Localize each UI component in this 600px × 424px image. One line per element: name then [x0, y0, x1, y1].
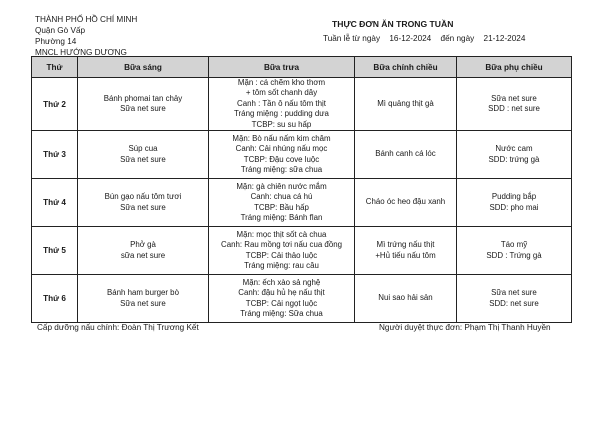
day-cell: Thứ 2 — [32, 78, 78, 131]
menu-item: Táo mỹ — [500, 240, 528, 250]
table-row — [32, 131, 572, 179]
menu-item: TCBP: Bầu hấp — [254, 202, 309, 212]
menu-item: Mặn : cá chẽm kho thơm — [237, 78, 326, 87]
city-name: THÀNH PHỐ HỒ CHÍ MINH — [35, 15, 138, 24]
menu-item: Canh: Cải nhúng nấu mọc — [235, 144, 328, 154]
menu-item: Sữa net sure — [120, 104, 166, 114]
afternoon-snack-cell — [457, 131, 572, 179]
menu-item: Canh: đậu hủ hẹ nấu thịt — [238, 288, 325, 298]
column-header-lunch: Bữa trưa — [209, 57, 355, 78]
column-header-afternoon-main: Bữa chính chiều — [355, 57, 457, 78]
afternoon-main-cell — [355, 227, 457, 275]
afternoon-snack-cell — [457, 179, 572, 227]
day-cell: Thứ 4 — [32, 179, 78, 227]
menu-item: TCBP: su su hấp — [251, 119, 312, 129]
week-range — [323, 34, 532, 43]
menu-item: Tráng miệng: Sữa chua — [240, 308, 323, 318]
school-name: MNCL HƯỚNG DƯƠNG — [35, 48, 127, 57]
menu-item: Bánh canh cá lóc — [375, 149, 436, 159]
menu-item: Tráng miệng: Bánh flan — [240, 212, 323, 222]
menu-item: TCBP: Đậu cove luộc — [243, 154, 320, 164]
menu-item: Mặn: mọc thịt sốt cà chua — [236, 229, 327, 239]
week-label: Tuần lễ từ ngày — [323, 34, 381, 43]
menu-item: SDD : Trứng gà — [486, 250, 542, 260]
menu-item: sữa net sure — [120, 250, 166, 260]
afternoon-snack-cell — [457, 275, 572, 323]
table-header-row — [32, 57, 572, 78]
breakfast-cell — [78, 179, 209, 227]
menu-item: Mì trứng nấu thịt — [376, 240, 435, 250]
date-to: 21-12-2024 — [483, 34, 526, 43]
lunch-cell — [209, 227, 355, 275]
table-row — [32, 179, 572, 227]
menu-item: Bún gạo nấu tôm tươi — [104, 192, 182, 202]
afternoon-main-cell — [355, 179, 457, 227]
approver-signature: Người duyệt thực đơn: Phạm Thị Thanh Huyền — [379, 323, 551, 332]
menu-item: Sữa net sure — [120, 298, 166, 308]
menu-item: Canh : Tần ô nấu tôm thịt — [237, 98, 326, 108]
menu-table-body — [32, 78, 572, 323]
table-row — [32, 227, 572, 275]
menu-item: + tôm sốt chanh dây — [245, 88, 318, 98]
lunch-cell — [209, 78, 355, 131]
menu-item: TCBP: Cải thảo luộc — [245, 250, 318, 260]
table-row — [32, 275, 572, 323]
menu-item: Mặn: gà chiên nước mắm — [236, 181, 327, 191]
menu-item: Tráng miệng: sữa chua — [240, 164, 323, 174]
column-header-breakfast: Bữa sáng — [78, 57, 209, 78]
menu-table — [31, 56, 572, 323]
page-title: THỰC ĐƠN ĂN TRONG TUẦN — [332, 19, 454, 29]
breakfast-cell — [78, 78, 209, 131]
lunch-cell — [209, 275, 355, 323]
afternoon-snack-cell — [457, 78, 572, 131]
menu-item: Canh: Rau mồng tơi nấu cua đồng — [221, 240, 342, 250]
district-name: Quận Gò Vấp — [35, 26, 86, 35]
menu-item: Sữa net sure — [120, 154, 166, 164]
afternoon-main-cell — [355, 131, 457, 179]
menu-item: Mì quảng thịt gà — [377, 98, 434, 108]
day-cell: Thứ 3 — [32, 131, 78, 179]
menu-item: Sữa net sure — [120, 202, 166, 212]
to-label: đến ngày — [440, 34, 475, 43]
menu-item: SDD: trứng gà — [488, 154, 540, 164]
column-header-day: Thứ — [32, 57, 78, 78]
menu-item: Tráng miệng : pudding dưa — [234, 109, 329, 119]
menu-item: Phở gà — [130, 240, 156, 250]
menu-item: Cháo óc heo đậu xanh — [365, 197, 446, 207]
menu-item: Pudding bắp — [491, 192, 537, 202]
afternoon-main-cell — [355, 78, 457, 131]
menu-item: Mặn: Bò nấu nấm kim châm — [232, 133, 331, 143]
menu-item: SDD: net sure — [489, 298, 539, 308]
ward-name: Phường 14 — [35, 37, 77, 46]
table-row — [32, 78, 572, 131]
column-header-afternoon-snack: Bữa phụ chiều — [457, 57, 572, 78]
menu-item: Mặn: ếch xào sả nghệ — [242, 277, 321, 287]
school-info — [35, 14, 137, 58]
menu-item: Súp cua — [128, 144, 158, 154]
menu-item: TCBP: Cải ngọt luộc — [245, 298, 318, 308]
lunch-cell — [209, 179, 355, 227]
menu-item: Bánh ham burger bò — [107, 288, 179, 298]
menu-item: Sữa net sure — [491, 288, 537, 298]
menu-item: Nui sao hải sản — [378, 293, 433, 303]
menu-item: Bánh phomai tan chảy — [103, 93, 183, 103]
menu-item: Canh: chua cá hú — [250, 192, 313, 202]
day-cell: Thứ 5 — [32, 227, 78, 275]
afternoon-snack-cell — [457, 227, 572, 275]
menu-item: +Hủ tiếu nấu tôm — [375, 250, 436, 260]
menu-item: Tráng miệng: rau câu — [244, 260, 319, 270]
menu-item: Nước cam — [495, 144, 533, 154]
breakfast-cell — [78, 227, 209, 275]
breakfast-cell — [78, 131, 209, 179]
lunch-cell — [209, 131, 355, 179]
menu-item: Sữa net sure — [491, 93, 537, 103]
afternoon-main-cell — [355, 275, 457, 323]
menu-item: SDD: pho mai — [489, 202, 539, 212]
breakfast-cell — [78, 275, 209, 323]
chef-signature: Cấp dưỡng nấu chính: Đoàn Thị Trương Kết — [37, 323, 199, 332]
day-cell: Thứ 6 — [32, 275, 78, 323]
date-from: 16-12-2024 — [389, 34, 432, 43]
menu-item: SDD : net sure — [488, 104, 540, 114]
